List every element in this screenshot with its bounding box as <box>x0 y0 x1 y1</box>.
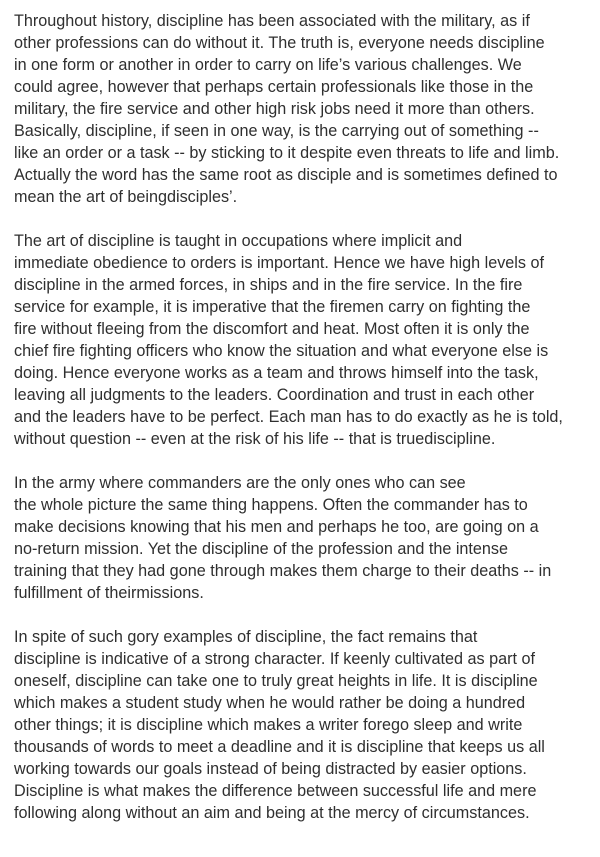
document-body <box>14 10 592 846</box>
text-line: Basically, discipline, if seen in one way, is the carrying out of something -- <box>14 122 539 140</box>
text-line: the whole picture the same thing happens. Often the commander has to <box>14 496 528 514</box>
text-line: fulfillment of theirmissions. <box>14 584 204 602</box>
text-line: oneself, discipline can take one to truly great heights in life. It is discipline <box>14 672 538 690</box>
text-line: The art of discipline is taught in occupations where implicit and <box>14 232 463 250</box>
text-line: doing. Hence everyone works as a team and throws himself into the task, <box>14 364 539 382</box>
paragraph-3 <box>14 472 592 604</box>
text-line: could agree, however that perhaps certain professionals like those in the <box>14 78 534 96</box>
text-line: leaving all judgments to the leaders. Coordination and trust in each other <box>14 386 535 404</box>
text-line: Actually the word has the same root as disciple and is sometimes defined to <box>14 166 558 184</box>
text-line: military, the fire service and other high risk jobs need it more than others. <box>14 100 535 118</box>
text-line: thousands of words to meet a deadline and it is discipline that keeps us all <box>14 738 545 756</box>
text-line: make decisions knowing that his men and perhaps he too, are going on a <box>14 518 539 536</box>
text-line: In the army where commanders are the only ones who can see <box>14 474 466 492</box>
text-line: In spite of such gory examples of discipline, the fact remains that <box>14 628 478 646</box>
text-line: working towards our goals instead of being distracted by easier options. <box>14 760 527 778</box>
text-line: other professions can do without it. The truth is, everyone needs discipline <box>14 34 545 52</box>
text-line: Throughout history, discipline has been associated with the military, as if <box>14 12 530 30</box>
text-line: fire without fleeing from the discomfort and heat. Most often it is only the <box>14 320 530 338</box>
text-line: Discipline is what makes the difference between successful life and mere <box>14 782 537 800</box>
text-line: discipline in the armed forces, in ships and in the fire service. In the fire <box>14 276 523 294</box>
paragraph-1 <box>14 10 592 208</box>
text-line: and the leaders have to be perfect. Each man has to do exactly as he is told, <box>14 408 563 426</box>
text-line: immediate obedience to orders is important. Hence we have high levels of <box>14 254 544 272</box>
text-line: training that they had gone through makes them charge to their deaths -- in <box>14 562 552 580</box>
text-line: following along without an aim and being at the mercy of circumstances. <box>14 804 530 822</box>
text-line: other things; it is discipline which makes a writer forego sleep and write <box>14 716 523 734</box>
text-line: mean the art of beingdisciples’. <box>14 188 238 206</box>
paragraph-4 <box>14 626 592 824</box>
text-line: without question -- even at the risk of his life -- that is truediscipline. <box>14 430 496 448</box>
text-line: discipline is indicative of a strong character. If keenly cultivated as part of <box>14 650 535 668</box>
text-line: which makes a student study when he would rather be doing a hundred <box>14 694 526 712</box>
paragraph-2 <box>14 230 592 450</box>
text-line: no-return mission. Yet the discipline of the profession and the intense <box>14 540 509 558</box>
text-line: service for example, it is imperative that the firemen carry on fighting the <box>14 298 531 316</box>
text-line: like an order or a task -- by sticking to it despite even threats to life and limb. <box>14 144 560 162</box>
text-line: in one form or another in order to carry on life’s various challenges. We <box>14 56 522 74</box>
text-line: chief fire fighting officers who know the situation and what everyone else is <box>14 342 549 360</box>
